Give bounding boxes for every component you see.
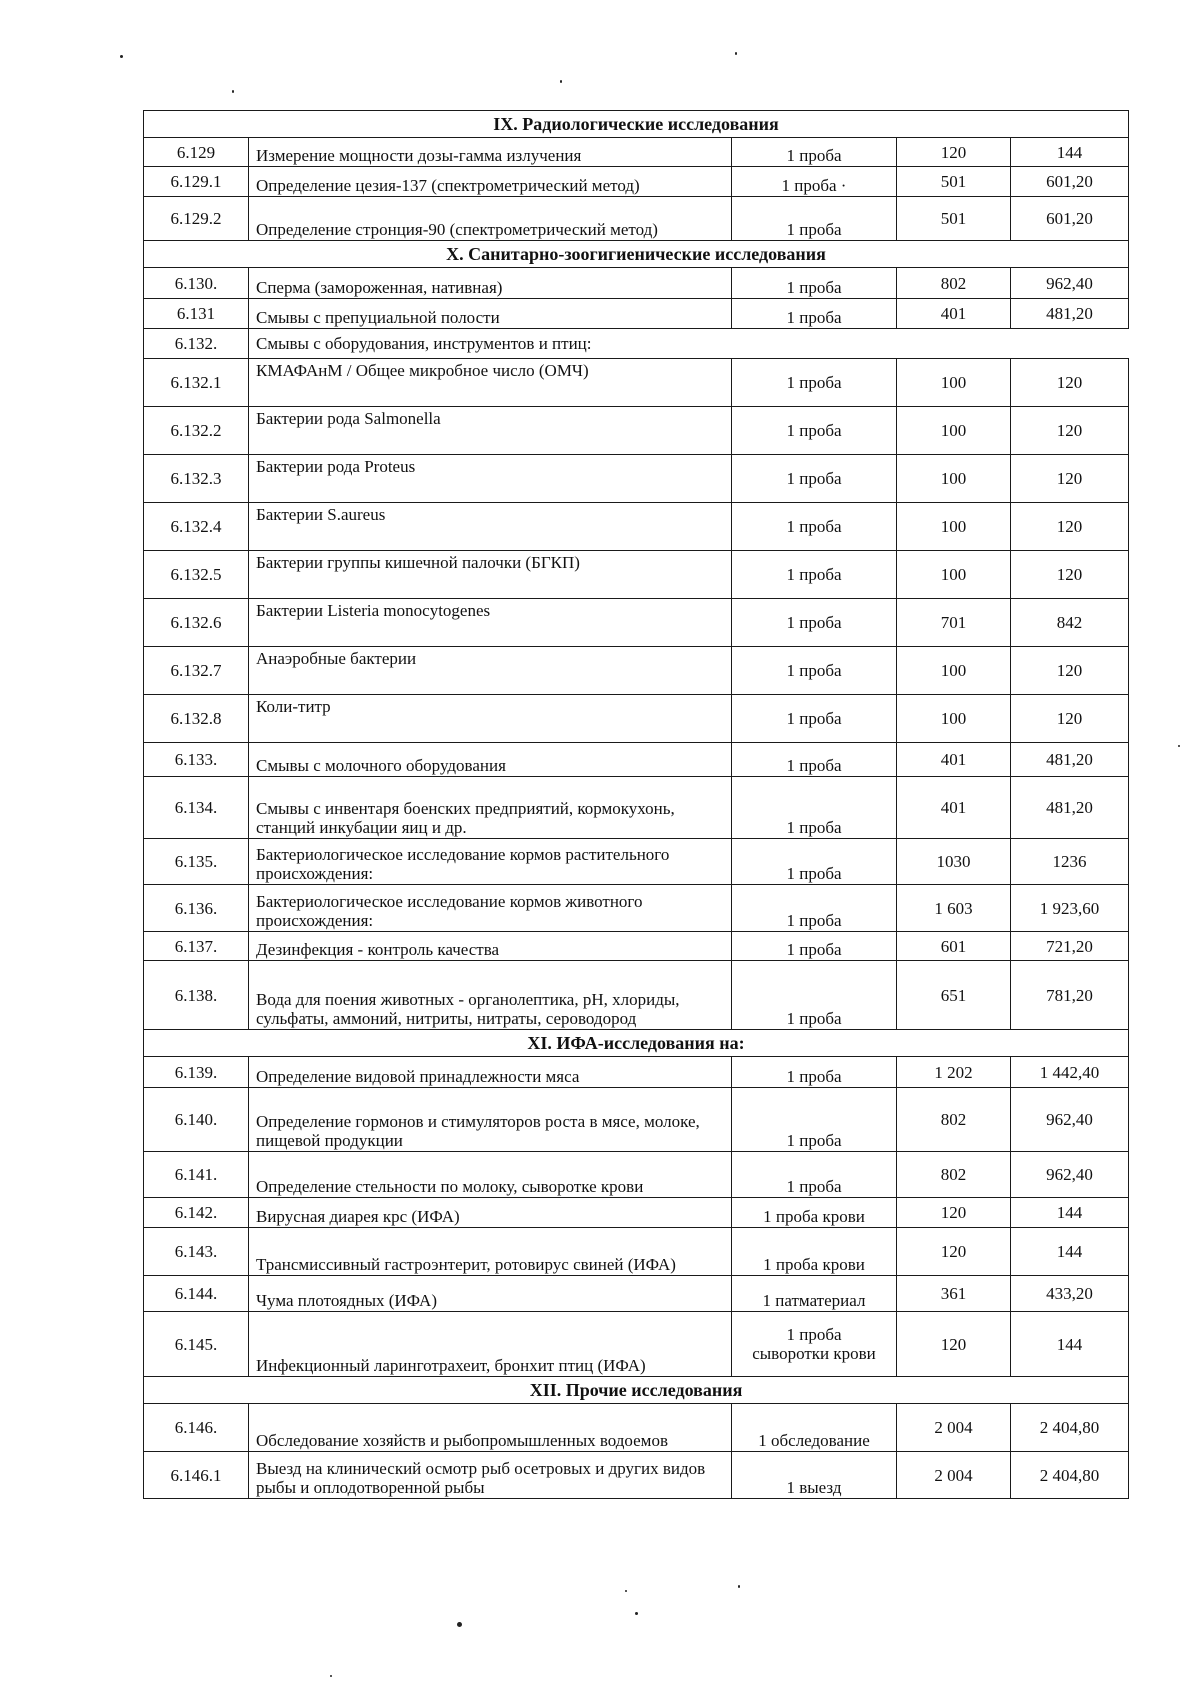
item-price: 2 004 (897, 1452, 1011, 1499)
item-price: 802 (897, 1152, 1011, 1198)
table-row (144, 695, 1129, 743)
section-title: XII. Прочие исследования (144, 1377, 1129, 1404)
item-name: Смывы с молочного оборудования (249, 743, 732, 777)
item-price-vat: 1236 (1011, 839, 1129, 885)
item-unit: 1 проба сыворотки крови (732, 1312, 897, 1377)
item-price-vat: 1 442,40 (1011, 1057, 1129, 1088)
item-name: КМАФАнМ / Общее микробное число (ОМЧ) (249, 359, 732, 407)
item-number: 6.131 (144, 299, 249, 329)
item-unit: 1 проба (732, 743, 897, 777)
section-header (144, 241, 1129, 268)
item-name: Бактериологическое исследование кормов растительного происхождения: (249, 839, 732, 885)
item-name: Бактерии группы кишечной палочки (БГКП) (249, 551, 732, 599)
item-price: 120 (897, 1198, 1011, 1228)
item-price: 501 (897, 197, 1011, 241)
table-row (144, 1088, 1129, 1152)
item-number: 6.137. (144, 932, 249, 961)
item-price-vat: 120 (1011, 695, 1129, 743)
table-row (144, 167, 1129, 197)
item-number: 6.134. (144, 777, 249, 839)
section-title: XI. ИФА-исследования на: (144, 1030, 1129, 1057)
item-number: 6.129 (144, 138, 249, 167)
item-number: 6.132.4 (144, 503, 249, 551)
item-price: 601 (897, 932, 1011, 961)
item-name: Дезинфекция - контроль качества (249, 932, 732, 961)
item-price-vat: 781,20 (1011, 961, 1129, 1030)
item-price: 120 (897, 1312, 1011, 1377)
item-unit: 1 проба (732, 777, 897, 839)
table-row (144, 932, 1129, 961)
table-row (144, 1152, 1129, 1198)
item-name: Анаэробные бактерии (249, 647, 732, 695)
item-price: 401 (897, 299, 1011, 329)
item-unit: 1 проба (732, 932, 897, 961)
item-number: 6.141. (144, 1152, 249, 1198)
item-unit: 1 проба (732, 599, 897, 647)
item-name: Определение гормонов и стимуляторов роста в мясе, молоке, пищевой продукции (249, 1088, 732, 1152)
item-name: Сперма (замороженная, нативная) (249, 268, 732, 299)
item-unit: 1 проба (732, 359, 897, 407)
item-price-vat: 120 (1011, 503, 1129, 551)
item-number: 6.130. (144, 268, 249, 299)
item-name: Вода для поения животных - органолептика, pH, хлориды, сульфаты, аммоний, нитриты, нитраты, сероводород (249, 961, 732, 1030)
table-row (144, 1057, 1129, 1088)
item-price: 2 004 (897, 1404, 1011, 1452)
table-row (144, 1404, 1129, 1452)
scan-speck (232, 90, 234, 93)
item-number: 6.132.8 (144, 695, 249, 743)
item-unit: 1 проба (732, 1152, 897, 1198)
item-number: 6.139. (144, 1057, 249, 1088)
item-number: 6.129.2 (144, 197, 249, 241)
item-name: Смывы с инвентаря боенских предприятий, кормокухонь, станций инкубации яиц и др. (249, 777, 732, 839)
item-price: 100 (897, 695, 1011, 743)
item-price: 802 (897, 268, 1011, 299)
table-row (144, 503, 1129, 551)
item-unit: 1 проба (732, 885, 897, 932)
item-name: Смывы с оборудования, инструментов и птиц: (249, 329, 1129, 359)
scan-speck (457, 1622, 462, 1627)
item-name: Вирусная диарея крс (ИФА) (249, 1198, 732, 1228)
item-number: 6.133. (144, 743, 249, 777)
item-unit: 1 выезд (732, 1452, 897, 1499)
table-row (144, 1452, 1129, 1499)
table-row (144, 1312, 1129, 1377)
item-price-vat: 962,40 (1011, 1152, 1129, 1198)
item-price: 100 (897, 359, 1011, 407)
item-number: 6.132.3 (144, 455, 249, 503)
item-number: 6.140. (144, 1088, 249, 1152)
table-row (144, 455, 1129, 503)
table-row (144, 599, 1129, 647)
item-unit: 1 проба (732, 503, 897, 551)
item-price: 120 (897, 138, 1011, 167)
scan-speck (735, 52, 737, 55)
item-unit: 1 проба (732, 138, 897, 167)
item-price-vat: 120 (1011, 455, 1129, 503)
item-unit: 1 обследование (732, 1404, 897, 1452)
item-price-vat: 962,40 (1011, 1088, 1129, 1152)
section-title: X. Санитарно-зоогигиенические исследования (144, 241, 1129, 268)
item-price: 361 (897, 1276, 1011, 1312)
table-row (144, 138, 1129, 167)
scan-speck (330, 1675, 332, 1677)
table-row (144, 1198, 1129, 1228)
item-number: 6.142. (144, 1198, 249, 1228)
item-number: 6.132.6 (144, 599, 249, 647)
item-unit: 1 проба крови (732, 1228, 897, 1276)
item-price-vat: 962,40 (1011, 268, 1129, 299)
item-price-vat: 144 (1011, 1312, 1129, 1377)
table-row (144, 1276, 1129, 1312)
section-title: IX. Радиологические исследования (144, 111, 1129, 138)
item-number: 6.132.1 (144, 359, 249, 407)
item-price-vat: 2 404,80 (1011, 1404, 1129, 1452)
item-price-vat: 481,20 (1011, 777, 1129, 839)
table-row (144, 777, 1129, 839)
item-price: 100 (897, 407, 1011, 455)
item-price: 701 (897, 599, 1011, 647)
item-name: Бактерии S.aureus (249, 503, 732, 551)
item-number: 6.138. (144, 961, 249, 1030)
section-header (144, 111, 1129, 138)
item-unit: 1 проба (732, 1057, 897, 1088)
item-number: 6.143. (144, 1228, 249, 1276)
item-price-vat: 120 (1011, 359, 1129, 407)
item-price: 1 603 (897, 885, 1011, 932)
table-row (144, 1228, 1129, 1276)
item-unit: 1 проба (732, 839, 897, 885)
item-price-vat: 144 (1011, 1198, 1129, 1228)
item-price-vat: 1 923,60 (1011, 885, 1129, 932)
table-row (144, 299, 1129, 329)
scan-speck (120, 55, 123, 58)
item-price: 1 202 (897, 1057, 1011, 1088)
item-name: Измерение мощности дозы-гамма излучения (249, 138, 732, 167)
item-price: 401 (897, 743, 1011, 777)
item-name: Смывы с препуциальной полости (249, 299, 732, 329)
table-row-group (144, 329, 1129, 359)
item-price-vat: 120 (1011, 647, 1129, 695)
item-number: 6.132. (144, 329, 249, 359)
scan-speck (625, 1590, 627, 1592)
item-price: 401 (897, 777, 1011, 839)
section-header (144, 1377, 1129, 1404)
item-number: 6.146.1 (144, 1452, 249, 1499)
item-name: Бактерии рода Proteus (249, 455, 732, 503)
table-row (144, 551, 1129, 599)
item-name: Выезд на клинический осмотр рыб осетровых и других видов рыбы и оплодотворенной рыбы (249, 1452, 732, 1499)
item-price: 651 (897, 961, 1011, 1030)
item-unit: 1 проба · (732, 167, 897, 197)
item-price-vat: 481,20 (1011, 743, 1129, 777)
item-name: Бактерии рода Salmonella (249, 407, 732, 455)
item-number: 6.146. (144, 1404, 249, 1452)
item-price-vat: 481,20 (1011, 299, 1129, 329)
section-header (144, 1030, 1129, 1057)
item-price-vat: 2 404,80 (1011, 1452, 1129, 1499)
item-unit: 1 проба (732, 647, 897, 695)
item-unit: 1 проба (732, 695, 897, 743)
item-price-vat: 120 (1011, 551, 1129, 599)
table-row (144, 743, 1129, 777)
item-unit: 1 проба (732, 551, 897, 599)
item-number: 6.129.1 (144, 167, 249, 197)
table-row (144, 359, 1129, 407)
item-unit: 1 патматериал (732, 1276, 897, 1312)
item-number: 6.132.5 (144, 551, 249, 599)
item-unit: 1 проба (732, 197, 897, 241)
item-price-vat: 601,20 (1011, 197, 1129, 241)
item-price: 100 (897, 647, 1011, 695)
item-number: 6.132.7 (144, 647, 249, 695)
item-name: Трансмиссивный гастроэнтерит, ротовирус свиней (ИФА) (249, 1228, 732, 1276)
item-unit: 1 проба (732, 1088, 897, 1152)
table-row (144, 268, 1129, 299)
item-number: 6.132.2 (144, 407, 249, 455)
item-unit: 1 проба крови (732, 1198, 897, 1228)
item-name: Инфекционный ларинготрахеит, бронхит птиц (ИФА) (249, 1312, 732, 1377)
table-row (144, 961, 1129, 1030)
item-name: Определение стронция-90 (спектрометрический метод) (249, 197, 732, 241)
item-price: 501 (897, 167, 1011, 197)
item-number: 6.145. (144, 1312, 249, 1377)
item-unit: 1 проба (732, 961, 897, 1030)
table-row (144, 839, 1129, 885)
item-unit: 1 проба (732, 407, 897, 455)
price-table (143, 110, 1129, 1499)
item-unit: 1 проба (732, 299, 897, 329)
item-number: 6.136. (144, 885, 249, 932)
item-price: 100 (897, 503, 1011, 551)
item-price-vat: 842 (1011, 599, 1129, 647)
item-unit: 1 проба (732, 268, 897, 299)
scan-speck (1178, 745, 1180, 747)
item-price: 1030 (897, 839, 1011, 885)
item-price: 100 (897, 455, 1011, 503)
item-number: 6.135. (144, 839, 249, 885)
item-price-vat: 120 (1011, 407, 1129, 455)
item-name: Чума плотоядных (ИФА) (249, 1276, 732, 1312)
item-name: Определение видовой принадлежности мяса (249, 1057, 732, 1088)
item-name: Определение стельности по молоку, сыворотке крови (249, 1152, 732, 1198)
item-unit: 1 проба (732, 455, 897, 503)
item-name: Бактерии Listeria monocytogenes (249, 599, 732, 647)
item-price: 802 (897, 1088, 1011, 1152)
item-price-vat: 144 (1011, 138, 1129, 167)
item-price: 120 (897, 1228, 1011, 1276)
table-row (144, 407, 1129, 455)
item-number: 6.144. (144, 1276, 249, 1312)
scan-speck (560, 80, 562, 83)
item-price: 100 (897, 551, 1011, 599)
scan-speck (738, 1585, 740, 1588)
table-row (144, 197, 1129, 241)
table-row (144, 885, 1129, 932)
item-price-vat: 721,20 (1011, 932, 1129, 961)
item-name: Коли-титр (249, 695, 732, 743)
table-row (144, 647, 1129, 695)
item-name: Обследование хозяйств и рыбопромышленных водоемов (249, 1404, 732, 1452)
item-name: Бактериологическое исследование кормов животного происхождения: (249, 885, 732, 932)
scan-speck (635, 1612, 638, 1615)
item-price-vat: 601,20 (1011, 167, 1129, 197)
item-name: Определение цезия-137 (спектрометрический метод) (249, 167, 732, 197)
item-price-vat: 433,20 (1011, 1276, 1129, 1312)
item-price-vat: 144 (1011, 1228, 1129, 1276)
